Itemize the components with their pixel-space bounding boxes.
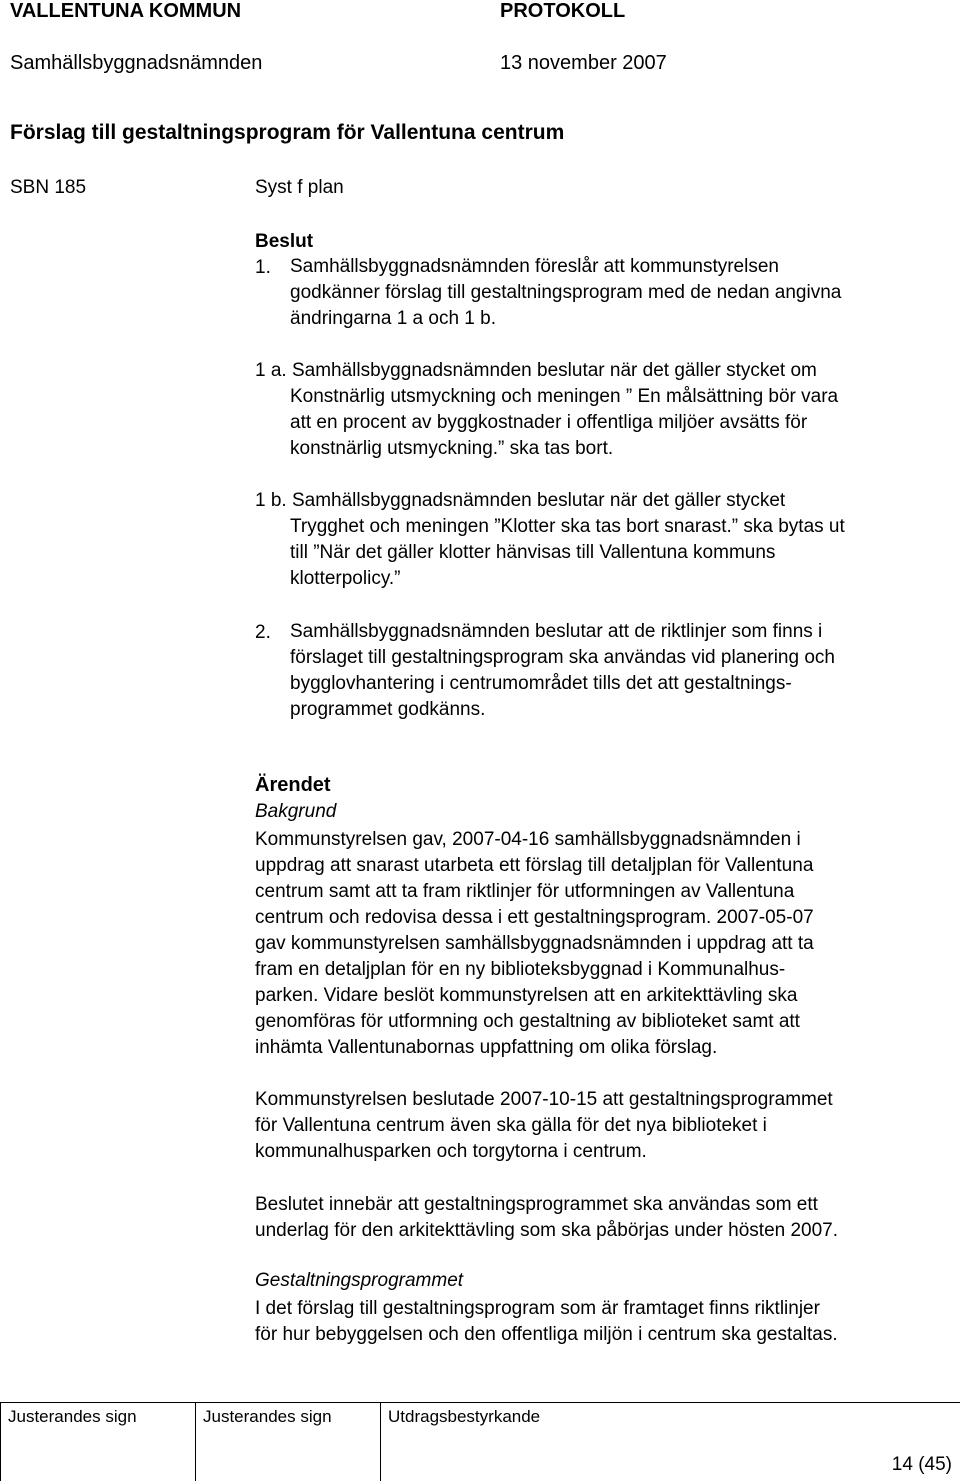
- item1a-line: 1 a. Samhällsbyggnadsnämnden beslutar när det gäller stycket om: [255, 360, 817, 381]
- arendet-heading: Ärendet: [255, 774, 331, 796]
- paragraph-line: centrum och redovisa dessa i ett gestaltningsprogram. 2007-05-07: [255, 907, 814, 928]
- paragraph-line: I det förslag till gestaltningsprogram som är framtaget finns riktlinjer: [255, 1298, 820, 1319]
- page-title: Förslag till gestaltningsprogram för Vallentuna centrum: [10, 121, 565, 144]
- sign-label-2: Justerandes sign: [203, 1407, 332, 1426]
- item2-line: Samhällsbyggnadsnämnden beslutar att de riktlinjer som finns i: [290, 621, 823, 642]
- paragraph-line: gav kommunstyrelsen samhällsbyggnadsnämnden i uppdrag att ta: [255, 933, 814, 954]
- paragraph-line: kommunalhusparken och torgytorna i centrum.: [255, 1141, 647, 1162]
- paragraph-line: Kommunstyrelsen beslutade 2007-10-15 att gestaltningsprogrammet: [255, 1089, 833, 1110]
- paragraph-line: för hur bebyggelsen och den offentliga miljön i centrum ska gestaltas.: [255, 1324, 838, 1345]
- item1-line: godkänner förslag till gestaltningsprogram med de nedan angivna: [290, 282, 842, 303]
- item1-text: [290, 254, 841, 332]
- item1-line: Samhällsbyggnadsnämnden föreslår att kommunstyrelsen: [290, 256, 779, 277]
- signature-footer: [0, 1402, 960, 1480]
- ks-decision-paragraph: [255, 1087, 833, 1165]
- page-number: 14 (45): [891, 1454, 952, 1475]
- item1a-line: Konstnärlig utsmyckning och meningen ” En målsättning bör vara: [290, 386, 839, 407]
- gestaltning-heading: Gestaltningsprogrammet: [255, 1270, 464, 1291]
- item1b-text: [255, 488, 845, 592]
- paragraph-line: Kommunstyrelsen gav, 2007-04-16 samhällsbyggnadsnämnden i: [255, 829, 801, 850]
- sign-cell-1: [0, 1403, 195, 1481]
- bakgrund-heading: Bakgrund: [255, 801, 337, 822]
- paragraph-line: uppdrag att snarast utarbeta ett förslag till detaljplan för Vallentuna: [255, 855, 814, 876]
- paragraph-line: Beslutet innebär att gestaltningsprogrammet ska användas som ett: [255, 1194, 818, 1215]
- item1b-line: till ”När det gäller klotter hänvisas till Vallentuna kommuns: [290, 542, 776, 563]
- committee-name: Samhällsbyggnadsnämnden: [10, 52, 263, 74]
- item1a-line: att en procent av byggkostnader i offentliga miljöer avsätts för: [290, 412, 808, 433]
- bakgrund-paragraph: [255, 827, 814, 1061]
- paragraph-line: fram en detaljplan för en ny biblioteksbyggnad i Kommunalhus-: [255, 959, 786, 980]
- excerpt-cell: [380, 1403, 960, 1481]
- item1a-line: konstnärlig utsmyckning.” ska tas bort.: [290, 438, 614, 459]
- item2-line: bygglovhantering i centrumområdet tills det att gestaltnings-: [290, 673, 792, 694]
- gestaltning-paragraph: [255, 1296, 838, 1348]
- item1b-line: klotterpolicy.”: [290, 568, 401, 589]
- org-name: VALLENTUNA KOMMUN: [10, 0, 242, 22]
- item1-line: ändringarna 1 a och 1 b.: [290, 308, 496, 329]
- item2-text: [290, 619, 835, 723]
- item1b-line: Trygghet och meningen ”Klotter ska tas bort snarast.” ska bytas ut: [290, 516, 845, 537]
- item2-line: programmet godkänns.: [290, 699, 486, 720]
- paragraph-line: inhämta Vallentunabornas uppfattning om olika förslag.: [255, 1037, 718, 1058]
- item2-line: förslaget till gestaltningsprogram ska användas vid planering och: [290, 647, 835, 668]
- item2-number: 2.: [255, 622, 271, 643]
- item1b-line: 1 b. Samhällsbyggnadsnämnden beslutar när det gäller stycket: [255, 490, 786, 511]
- paragraph-line: för Vallentuna centrum även ska gälla för det nya biblioteket i: [255, 1115, 767, 1136]
- case-subject: Syst f plan: [255, 177, 344, 198]
- excerpt-label: Utdragsbestyrkande: [388, 1407, 541, 1426]
- item1-number: 1.: [255, 257, 271, 278]
- beslutet-paragraph: [255, 1192, 838, 1244]
- case-number: SBN 185: [10, 177, 87, 198]
- paragraph-line: centrum samt att ta fram riktlinjer för utformningen av Vallentuna: [255, 881, 795, 902]
- paragraph-line: underlag för den arkitekttävling som ska påbörjas under hösten 2007.: [255, 1220, 839, 1241]
- sign-cell-2: [195, 1403, 380, 1481]
- sign-label-1: Justerandes sign: [8, 1407, 137, 1426]
- paragraph-line: parken. Vidare beslöt kommunstyrelsen att en arkitekttävling ska: [255, 985, 798, 1006]
- meeting-date: 13 november 2007: [500, 52, 667, 74]
- paragraph-line: genomföras för utformning och gestaltning av biblioteket samt att: [255, 1011, 800, 1032]
- beslut-heading: Beslut: [255, 231, 314, 252]
- doc-type: PROTOKOLL: [500, 0, 626, 22]
- item1a-text: [255, 358, 838, 462]
